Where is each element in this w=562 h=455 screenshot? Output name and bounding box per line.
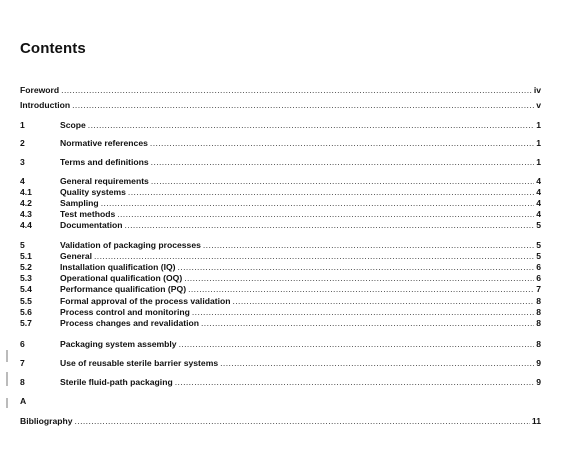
- toc-entry-title: Operational qualification (OQ): [60, 273, 183, 283]
- toc-entry-title: Foreword: [20, 85, 60, 95]
- toc-entry-page: 8: [536, 307, 541, 317]
- dot-leader: [125, 219, 535, 231]
- toc-entry-3[interactable]: [20, 156, 541, 168]
- toc-entry-4-4[interactable]: [20, 219, 541, 231]
- toc-entry-annex-a[interactable]: [20, 395, 541, 407]
- toc-entry-5-4[interactable]: [20, 283, 541, 295]
- toc-entry-page: v: [536, 100, 541, 110]
- toc-entry-page: 1: [536, 120, 541, 130]
- toc-entry-title: Scope: [60, 120, 86, 130]
- toc-entry-title: Quality systems: [60, 187, 126, 197]
- toc-entry-6[interactable]: [20, 338, 541, 350]
- toc-entry-title: Packaging system assembly: [60, 339, 177, 349]
- toc-entry-number: 5.7: [20, 318, 32, 328]
- toc-entry-page: 4: [536, 209, 541, 219]
- toc-entry-page: 5: [536, 251, 541, 261]
- toc-entry-page: 4: [536, 198, 541, 208]
- toc-entry-7[interactable]: [20, 357, 541, 369]
- toc-entry-page: 5: [536, 220, 541, 230]
- toc-entry-number: 5.6: [20, 307, 32, 317]
- toc-entry-title: Terms and definitions: [60, 157, 149, 167]
- toc-entry-title: Normative references: [60, 138, 148, 148]
- toc-entry-number: 8: [20, 377, 25, 387]
- toc-entry-5-7[interactable]: [20, 317, 541, 329]
- dot-leader: [179, 338, 535, 350]
- dot-leader: [220, 357, 534, 369]
- toc-entry-page: 1: [536, 157, 541, 167]
- toc-entry-2[interactable]: [20, 137, 541, 149]
- toc-entry-number: 4.3: [20, 209, 32, 219]
- scan-artifact: [6, 350, 8, 362]
- toc-entry-page: 8: [536, 339, 541, 349]
- toc-entry-title: Test methods: [60, 209, 116, 219]
- toc-entry-page: 1: [536, 138, 541, 148]
- toc-entry-title: General requirements: [60, 176, 149, 186]
- toc-entry-title: Performance qualification (PQ): [60, 284, 187, 294]
- toc-entry-number: 1: [20, 120, 25, 130]
- toc-entry-page: 5: [536, 240, 541, 250]
- toc-entry-title: Bibliography: [20, 416, 73, 426]
- toc-entry-title: Documentation: [60, 220, 123, 230]
- toc-entry-number: 3: [20, 157, 25, 167]
- toc-entry-number: 4.4: [20, 220, 32, 230]
- toc-entry-number: 6: [20, 339, 25, 349]
- dot-leader: [150, 137, 534, 149]
- toc-entry-number: 5.2: [20, 262, 32, 272]
- toc-entry-title: Sampling: [60, 198, 99, 208]
- toc-entry-title: General: [60, 251, 93, 261]
- toc-entry-number: 4: [20, 176, 25, 186]
- toc-entry-number: 5.3: [20, 273, 32, 283]
- toc-entry-title: Sterile fluid-path packaging: [60, 377, 173, 387]
- toc-entry-number: 2: [20, 138, 25, 148]
- toc-entry-title: Installation qualification (IQ): [60, 262, 176, 272]
- scan-artifact: [6, 398, 8, 408]
- toc-entry-page: iv: [533, 85, 541, 95]
- toc-entry-page: 8: [536, 318, 541, 328]
- toc-entry-number: 5: [20, 240, 25, 250]
- toc-entry-number: 4.2: [20, 198, 32, 208]
- dot-leader: [175, 376, 535, 388]
- toc-entry-page: 7: [536, 284, 541, 294]
- toc-entry-8[interactable]: [20, 376, 541, 388]
- toc-entry-1[interactable]: [20, 119, 541, 131]
- toc-entry-number: A: [20, 396, 27, 406]
- toc-entry-page: 9: [536, 377, 541, 387]
- dot-leader: [75, 415, 530, 427]
- toc-entry-title: Process changes and revalidation: [60, 318, 199, 328]
- toc-entry-number: 5.4: [20, 284, 32, 294]
- dot-leader: [188, 283, 534, 295]
- toc-entry-bibliography[interactable]: [20, 415, 541, 427]
- toc-entry-page: 6: [536, 273, 541, 283]
- toc-entry-number: 5.1: [20, 251, 32, 261]
- toc-entry-introduction[interactable]: [20, 99, 541, 111]
- page-title: Contents: [20, 40, 86, 57]
- dot-leader: [88, 119, 534, 131]
- toc-entry-foreword[interactable]: [20, 84, 541, 96]
- dot-leader: [201, 317, 534, 329]
- toc-entry-page: 6: [536, 262, 541, 272]
- toc-entry-title: Process control and monitoring: [60, 307, 190, 317]
- toc-entry-page: 8: [536, 296, 541, 306]
- toc-entry-title: Introduction: [20, 100, 71, 110]
- dot-leader: [61, 84, 532, 96]
- toc-entry-title: Formal approval of the process validation: [60, 296, 231, 306]
- toc-entry-page: 9: [536, 358, 541, 368]
- dot-leader: [72, 99, 534, 111]
- toc-entry-title: Use of reusable sterile barrier systems: [60, 358, 219, 368]
- toc-entry-title: Validation of packaging processes: [60, 240, 201, 250]
- toc-entry-page: 4: [536, 176, 541, 186]
- toc-entry-number: 5.5: [20, 296, 32, 306]
- toc-entry-number: 7: [20, 358, 25, 368]
- toc-entry-page: 11: [531, 416, 541, 426]
- scan-artifact: [6, 372, 8, 386]
- toc-entry-number: 4.1: [20, 187, 32, 197]
- dot-leader: [151, 156, 535, 168]
- toc-entry-page: 4: [536, 187, 541, 197]
